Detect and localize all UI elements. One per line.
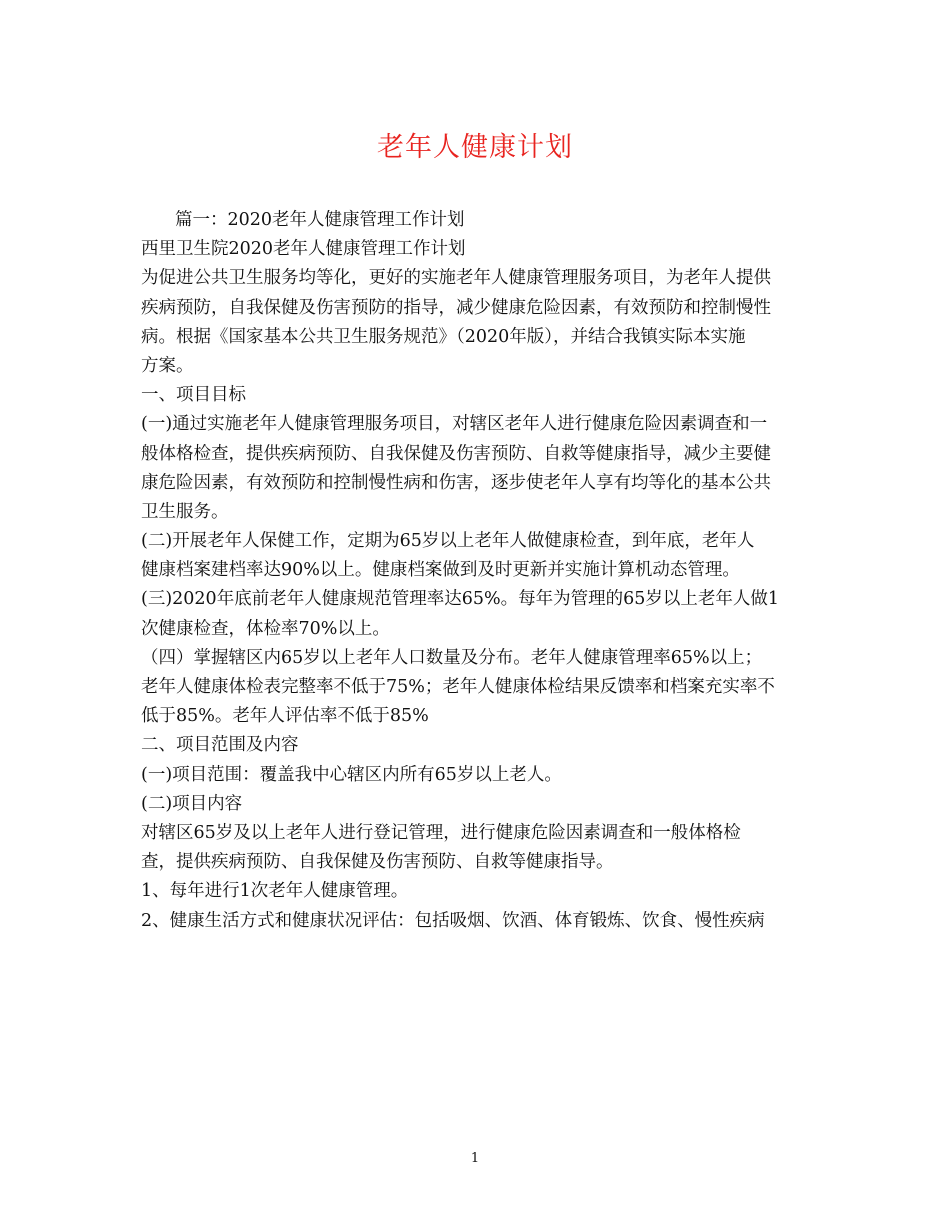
paragraph-line: (一)项目范围：覆盖我中心辖区内所有65岁以上老人。 — [141, 764, 562, 785]
paragraph-line: (二)项目内容 — [141, 793, 243, 814]
paragraph-line: (一)通过实施老年人健康管理服务项目，对辖区老年人进行健康危险因素调查和一 — [141, 414, 768, 435]
paragraph-line: 查，提供疾病预防、自我保健及伤害预防、自救等健康指导。 — [141, 852, 614, 873]
paragraph-line: 对辖区65岁及以上老年人进行登记管理，进行健康危险因素调查和一般体格检 — [141, 822, 741, 843]
document-title: 老年人健康计划 — [377, 132, 573, 163]
paragraph-line: 西里卫生院2020老年人健康管理工作计划 — [141, 239, 466, 260]
document-body — [141, 206, 813, 936]
paragraph-line: 为促进公共卫生服务均等化，更好的实施老年人健康管理服务项目，为老年人提供 — [141, 268, 771, 289]
section-heading: 一、项目目标 — [141, 385, 246, 406]
paragraph-line: 方案。 — [141, 355, 194, 376]
paragraph-line: 老年人健康体检表完整率不低于75%；老年人健康体检结果反馈率和档案充实率不 — [141, 677, 775, 697]
paragraph-line: 康危险因素，有效预防和控制慢性病和伤害，逐步使老年人享有均等化的基本公共 — [141, 472, 771, 493]
paragraph-line: 次健康检查，体检率70%以上。 — [141, 618, 390, 639]
paragraph-line: 般体格检查，提供疾病预防、自我保健及伤害预防、自救等健康指导，减少主要健 — [141, 443, 771, 464]
paragraph-line: 疾病预防，自我保健及伤害预防的指导，减少健康危险因素，有效预防和控制慢性 — [141, 297, 771, 318]
paragraph-line: 低于85%。老年人评估率不低于85% — [141, 706, 429, 727]
paragraph-line: 篇一：2020老年人健康管理工作计划 — [175, 210, 465, 230]
paragraph-line: 卫生服务。 — [141, 501, 229, 522]
paragraph-line: 1、每年进行1次老年人健康管理。 — [141, 881, 409, 902]
paragraph-line: (二)开展老年人保健工作，定期为65岁以上老年人做健康检查，到年底，老年人 — [141, 531, 755, 552]
paragraph-line: 病。根据《国家基本公共卫生服务规范》（2020年版），并结合我镇实际本实施 — [141, 326, 746, 347]
paragraph-line: (三)2020年底前老年人健康规范管理率达65%。每年为管理的65岁以上老年人做1 — [141, 589, 779, 610]
page-number: 1 — [470, 1151, 480, 1166]
paragraph-line: （四）掌握辖区内65岁以上老年人口数量及分布。老年人健康管理率65%以上； — [141, 647, 763, 668]
paragraph-line: 2、健康生活方式和健康状况评估：包括吸烟、饮酒、体育锻炼、饮食、慢性疾病 — [141, 910, 765, 931]
paragraph-line: 健康档案建档率达90%以上。健康档案做到及时更新并实施计算机动态管理。 — [141, 560, 740, 581]
section-heading: 二、项目范围及内容 — [141, 735, 299, 756]
